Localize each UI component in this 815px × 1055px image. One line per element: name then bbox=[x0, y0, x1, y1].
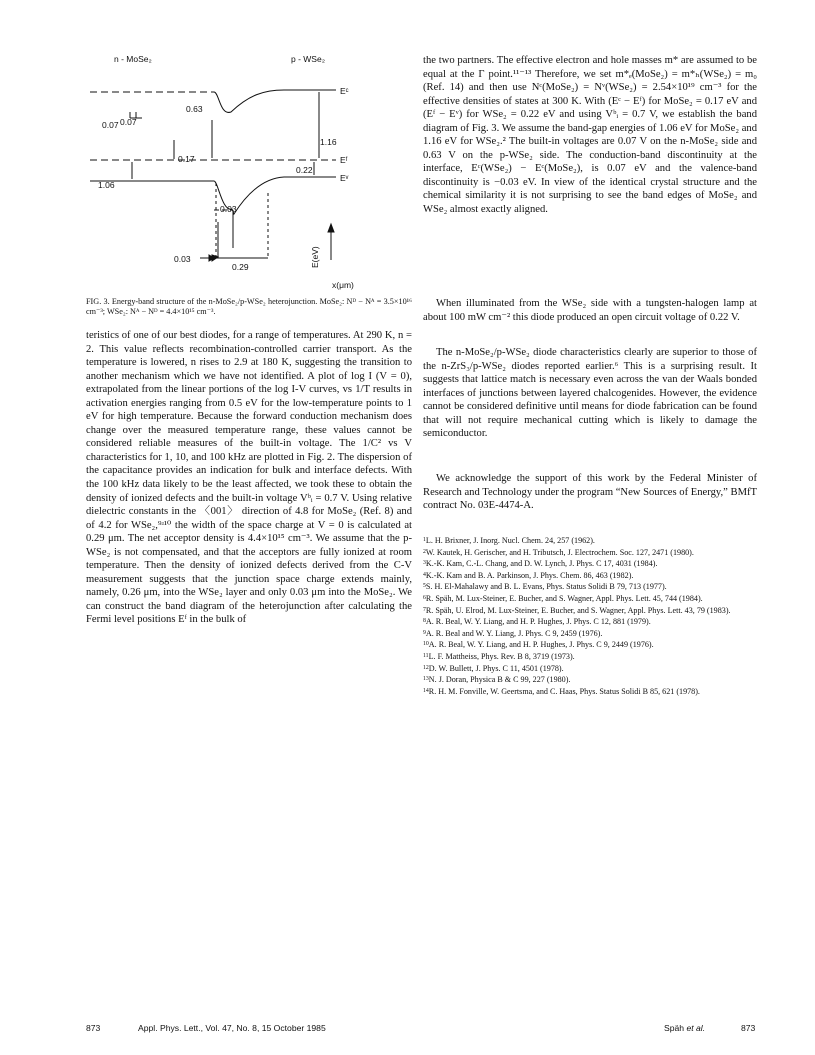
label-007-right: 0.07 bbox=[120, 117, 137, 127]
label-ec: Eᶜ bbox=[340, 86, 349, 96]
label-p-wse2: p - WSe₂ bbox=[291, 54, 325, 64]
y-axis-label: E(eV) bbox=[310, 246, 320, 268]
reference-item: $^6$R. Späh, M. Lux-Steiner, E. Bucher, and S. Wagner, Appl. Phys. Lett. 45, 744 (1984). bbox=[423, 593, 703, 603]
label-ef: Eᶠ bbox=[340, 155, 348, 165]
label-106: 1.06 bbox=[98, 180, 115, 190]
reference-item: $^{12}$D. W. Bullett, J. Phys. C 11, 4501 (1978). bbox=[423, 663, 564, 673]
journal-citation: Appl. Phys. Lett., Vol. 47, No. 8, 15 October 1985 bbox=[138, 1023, 326, 1033]
reference-item: $^{13}$N. J. Doran, Physica B & C 99, 227 (1980). bbox=[423, 675, 571, 685]
page-number-left: 873 bbox=[86, 1023, 101, 1033]
reference-item: $^{11}$L. F. Mattheiss, Phys. Rev. B 8, 3719 (1973). bbox=[423, 651, 575, 661]
figure-caption: FIG. 3. Energy-band structure of the n-MoSe₂/p-WSe₂ heterojunction. MoSe₂: Nᴰ − Nᴬ = 3.5×10¹⁶ cm⁻³; WSe₂: Nᴬ − Nᴰ = 4.4×10¹⁵ cm⁻³. bbox=[86, 297, 412, 317]
label-063: 0.63 bbox=[186, 104, 203, 114]
left-column-body: teristics of one of our best diodes, for a range of temperatures. At 290 K, n = 2. This value reflects recombination-controlled carrier transport. As the temperature is lowered, n rises to 2.9 at 180 K, suggesting the transition to another mechanism which we have not identified. A plot of log I (V = 0), extrapolated from the linear portions of the log I-V curves, vs 1/T results in activation energies ranging from 0.5 eV for the low-temperature points to 1 eV for high temperature. Because the forward conduction mechanism does change over the measured temperature range, these values cannot be considered reliable measures of the built-in voltage. The 1/C² vs V characteristics for 1, 10, and 100 kHz are plotted in Fig. 2. The dispersion of the capacitance provides an indication for bulk and interface defects. With the 100 kHz data likely to be the least affected, we took these to obtain the density of ionized defects and the built-in voltage Vᵇᵢ = 0.7 V. Using relative dielectric constants in the 〈001〉 direction of 4.8 for MoSe₂ (Ref. 8) and of 4.2 for WSe₂,⁹ʴ¹⁰ the width of the space charge at V = 0 is calculated at 0.29 μm. The net acceptor density is 4.4×10¹⁵ cm⁻³. We assume that the p-WSe₂ is not compensated, and that the acceptors are fully ionized at room temperature. Then the density of ionized defects derived from the C-V measurement suggests that the junction space charge extends mainly, namely, 0.26 μm, into the WSe₂ layer and only 0.03 μm into the MoSe₂. We can construct the band diagram of the heterojunction after calculating the Fermi level positions Eᶠ in the bulk of bbox=[86, 330, 412, 626]
reference-item: $^{14}$R. H. M. Fonville, W. Geertsma, and C. Haas, Phys. Status Solidi B 85, 621 (1978). bbox=[423, 686, 700, 696]
conduction-band-p-side bbox=[214, 90, 336, 112]
reference-item: $^5$S. H. El-Mahalawy and B. L. Evans, Phys. Status Solidi B 79, 713 (1977). bbox=[423, 582, 667, 592]
label-n-mose2: n - MoSe₂ bbox=[114, 54, 152, 64]
label-029: 0.29 bbox=[232, 262, 249, 272]
label-ev: Eᵛ bbox=[340, 173, 349, 183]
author-footer: Späh et al. bbox=[664, 1023, 706, 1033]
label-022: 0.22 bbox=[296, 165, 313, 175]
label-003-lower: 0.03 bbox=[174, 254, 191, 264]
reference-item: $^7$R. Späh, U. Elrod, M. Lux-Steiner, E. Bucher, and S. Wagner, Appl. Phys. Lett. 43, 79 (1983). bbox=[423, 605, 731, 615]
reference-list bbox=[423, 535, 757, 697]
reference-item: $^8$A. R. Beal, W. Y. Liang, and H. P. Hughes, J. Phys. C 12, 881 (1979). bbox=[423, 617, 651, 627]
reference-item: $^{10}$A. R. Beal, W. Y. Liang, and H. P. Hughes, J. Phys. C 9, 2449 (1976). bbox=[423, 640, 654, 650]
label-003-upper: 0.03 bbox=[220, 204, 237, 214]
page-number-right: 873 bbox=[741, 1023, 756, 1033]
label-017: 0.17 bbox=[178, 154, 195, 164]
right-paragraph-2: When illuminated from the WSe₂ side with a tungsten-halogen lamp at about 100 mW cm⁻² this diode produced an open circuit voltage of 0.22 V. bbox=[423, 298, 757, 323]
right-paragraph-3: The n-MoSe₂/p-WSe₂ diode characteristics clearly are superior to those of the n-ZrS₃/p-WSe₂ diodes reported earlier.⁶ This is a surprising result. It suggests that lattice match is necessary even across the van der Waals bonded interfaces of junctions between layered chalcogenides. However, the evidence cannot be considered definitive until means for diode fabrication can be found that will not require mechanical cutting which is likely to damage the semiconductor. bbox=[423, 347, 757, 440]
reference-item: $^2$W. Kautek, H. Gerischer, and H. Tributsch, J. Electrochem. Soc. 127, 2471 (1980). bbox=[423, 547, 694, 557]
reference-item: $^3$K.-K. Kam, C.-L. Chang, and D. W. Lynch, J. Phys. C 17, 4031 (1984). bbox=[423, 559, 658, 569]
reference-item: $^4$K.-K. Kam and B. A. Parkinson, J. Phys. Chem. 86, 463 (1982). bbox=[423, 570, 634, 580]
label-007-left: 0.07 bbox=[102, 120, 119, 130]
reference-item: $^9$A. R. Beal and W. Y. Liang, J. Phys. C 9, 2459 (1976). bbox=[423, 628, 603, 638]
right-paragraph-4: We acknowledge the support of this work by the Federal Minister of Research and Technology under the program “New Sources of Energy,” BMfT contract No. 03E-4474-A. bbox=[423, 473, 757, 512]
right-paragraph-1: the two partners. The effective electron and hole masses m* are assumed to be equal at the Γ point.¹¹⁻¹³ Therefore, we set m*ₑ(MoSe₂) = m*ₕ(WSe₂) = m₀ (Ref. 14) and then use Nᶜ(MoSe₂) = Nᵛ(WSe₂) = 2.54×10¹⁹ cm⁻³ for the effective densities of states at 300 K. With (Eᶜ − Eᶠ) for MoSe₂ = 0.17 eV and (Eᶠ − Eᵛ) for WSe₂ = 0.22 eV and using Vᵇᵢ = 0.7 V, we establish the band diagram of Fig. 3. We assume the band-gap energies of 1.06 eV for MoSe₂ and 1.16 eV for WSe₂.² The built-in voltages are 0.07 V on the n-MoSe₂ side and 0.63 V on the p-WSe₂ side. The conduction-band discontinuity at the interface, Eᶜ(WSe₂) − Eᶜ(MoSe₂), is 0.07 eV and the valence-band discontinuity is −0.03 eV. In view of the identical crystal structure and the chemical similarity it is not surprising to see the band edges of MoSe₂ and WSe₂ almost exactly aligned. bbox=[423, 55, 757, 216]
x-axis-label: x(μm) bbox=[332, 280, 354, 290]
reference-item: $^1$L. H. Brixner, J. Inorg. Nucl. Chem. 24, 257 (1962). bbox=[423, 536, 595, 545]
label-116: 1.16 bbox=[320, 137, 337, 147]
band-diagram-figure bbox=[86, 52, 412, 292]
